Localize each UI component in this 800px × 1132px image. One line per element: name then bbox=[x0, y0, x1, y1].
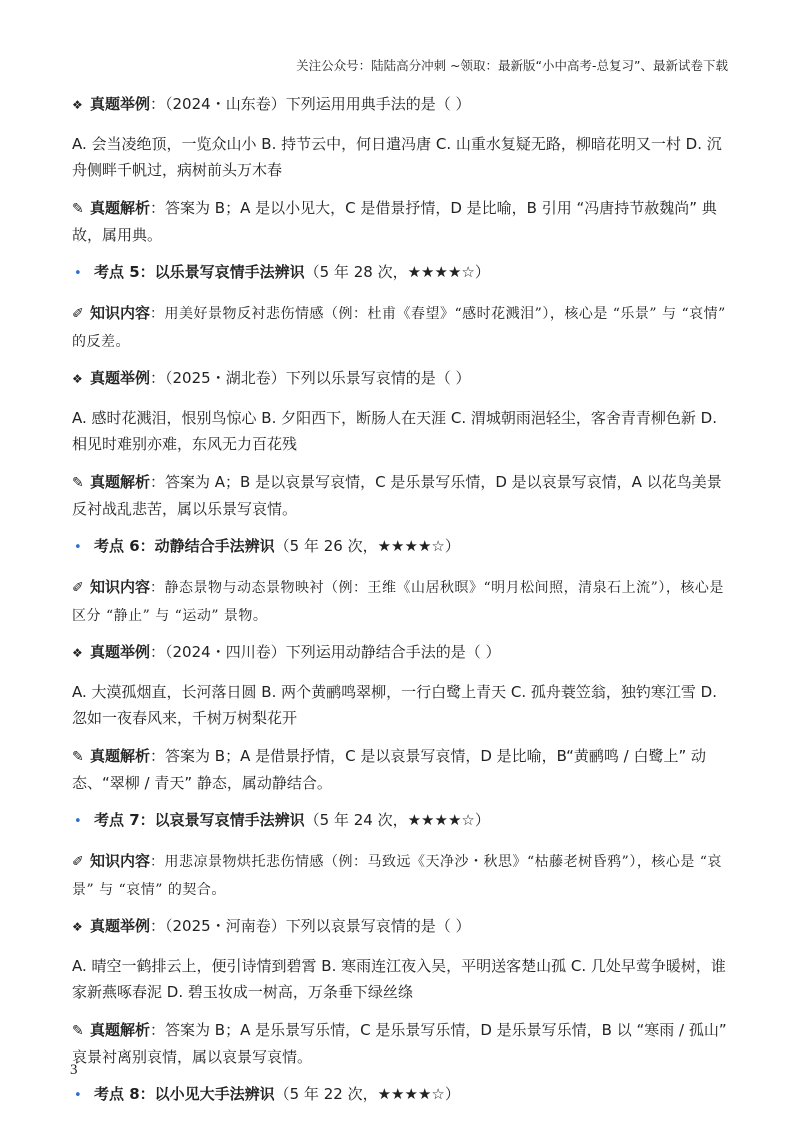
knowledge-content bbox=[72, 573, 728, 630]
point-title: 考点 6：动静结合手法辨识 bbox=[94, 537, 275, 555]
pencil-icon: ✐ bbox=[72, 854, 85, 870]
bullet-dot-icon: • bbox=[74, 540, 82, 555]
answer-options: A. 感时花溅泪，恨别鸟惊心 B. 夕阳西下，断肠人在天涯 C. 渭城朝雨浥轻尘，客舍青青柳色新 D. 相见时难别亦难，东风无力百花残 bbox=[72, 409, 717, 453]
bullet-dot-icon: • bbox=[74, 266, 82, 281]
exam-analysis bbox=[72, 1017, 728, 1070]
analysis-text: ：答案为 B；A 是乐景写乐情，C 是乐景写乐情，D 是乐景写乐情，B 以 “寒雨 / 孤山” 哀景衬离别哀情，属以哀景写哀情。 bbox=[72, 1021, 727, 1066]
example-text: ：（2024・四川卷）下列运用动静结合手法的是（ ） bbox=[150, 643, 501, 661]
example-text: ：（2024・山东卷）下列运用用典手法的是（ ） bbox=[150, 95, 471, 113]
diamond-bullet-icon: ❖ bbox=[72, 372, 83, 386]
exam-point bbox=[72, 534, 728, 560]
exam-example bbox=[72, 914, 728, 940]
analysis-text: ：答案为 B；A 是以小见大，C 是借景抒情，D 是比喻，B 引用 “冯唐持节赦魏尚” 典故，属用典。 bbox=[72, 199, 717, 244]
point-title: 考点 7：以哀景写哀情手法辨识 bbox=[94, 811, 305, 829]
bullet-dot-icon: • bbox=[74, 1088, 82, 1103]
page-number: 3 bbox=[70, 1062, 78, 1078]
example-label: 真题举例 bbox=[90, 95, 151, 113]
pencil-icon: ✐ bbox=[72, 580, 85, 596]
knowledge-text: ：用悲凉景物烘托悲伤情感（例：马致远《天净沙・秋思》“枯藤老树昏鸦”），核心是 “哀景” 与 “哀情” 的契合。 bbox=[72, 854, 722, 898]
exam-analysis bbox=[72, 469, 728, 522]
exam-analysis bbox=[72, 195, 728, 248]
point-frequency: （5 年 22 次，★★★★☆） bbox=[274, 1085, 460, 1103]
knowledge-text: ：用美好景物反衬悲伤情感（例：杜甫《春望》“感时花溅泪”），核心是 “乐景” 与 “哀情” 的反差。 bbox=[72, 306, 726, 350]
page-header: 关注公众号：陆陆高分冲刺 ~领取：最新版“小中高考-总复习”、最新试卷下载 bbox=[296, 58, 728, 73]
example-text: ：（2025・河南卷）下列以哀景写哀情的是（ ） bbox=[150, 917, 471, 935]
pencil-icon: ✎ bbox=[72, 201, 84, 217]
pencil-icon: ✎ bbox=[72, 749, 84, 765]
knowledge-text: ：静态景物与动态景物映衬（例：王维《山居秋暝》“明月松间照，清泉石上流”），核心是区分 “静止” 与 “运动” 景物。 bbox=[72, 580, 724, 624]
pencil-icon: ✎ bbox=[72, 1023, 84, 1039]
point-frequency: （5 年 28 次，★★★★☆） bbox=[304, 263, 490, 281]
exam-example bbox=[72, 92, 728, 118]
point-frequency: （5 年 26 次，★★★★☆） bbox=[274, 537, 460, 555]
document-body bbox=[72, 92, 728, 1121]
example-text: ：（2025・湖北卷）下列以乐景写哀情的是（ ） bbox=[150, 369, 471, 387]
point-title: 考点 5：以乐景写哀情手法辨识 bbox=[94, 263, 305, 281]
diamond-bullet-icon: ❖ bbox=[72, 98, 83, 112]
diamond-bullet-icon: ❖ bbox=[72, 646, 83, 660]
analysis-text: ：答案为 A；B 是以哀景写哀情，C 是乐景写乐情，D 是以哀景写哀情，A 以花鸟美景反衬战乱悲苦，属以乐景写哀情。 bbox=[72, 473, 722, 518]
exam-point bbox=[72, 260, 728, 286]
answer-options: A. 大漠孤烟直，长河落日圆 B. 两个黄鹂鸣翠柳，一行白鹭上青天 C. 孤舟蓑笠翁，独钓寒江雪 D. 忽如一夜春风来，千树万树梨花开 bbox=[72, 683, 717, 727]
exam-analysis bbox=[72, 743, 728, 796]
answer-options: A. 会当凌绝顶，一览众山小 B. 持节云中，何日遣冯唐 C. 山重水复疑无路，柳暗花明又一村 D. 沉舟侧畔千帆过，病树前头万木春 bbox=[72, 135, 722, 179]
exam-point bbox=[72, 808, 728, 834]
knowledge-label: 知识内容 bbox=[90, 578, 151, 596]
point-title: 考点 8：以小见大手法辨识 bbox=[94, 1085, 275, 1103]
answer-options: A. 晴空一鹤排云上，便引诗情到碧霄 B. 寒雨连江夜入吴，平明送客楚山孤 C. 几处早莺争暖树，谁家新燕啄春泥 D. 碧玉妆成一树高，万条垂下绿丝绦 bbox=[72, 957, 726, 1001]
point-frequency: （5 年 24 次，★★★★☆） bbox=[304, 811, 490, 829]
exam-point bbox=[72, 1082, 728, 1108]
knowledge-content bbox=[72, 847, 728, 904]
knowledge-label: 知识内容 bbox=[90, 852, 151, 870]
exam-example bbox=[72, 366, 728, 392]
exam-example bbox=[72, 640, 728, 666]
knowledge-label: 知识内容 bbox=[90, 304, 151, 322]
analysis-label: 真题解析 bbox=[90, 1021, 151, 1039]
diamond-bullet-icon: ❖ bbox=[72, 920, 83, 934]
example-label: 真题举例 bbox=[90, 643, 151, 661]
example-label: 真题举例 bbox=[90, 369, 151, 387]
pencil-icon: ✎ bbox=[72, 475, 84, 491]
knowledge-content bbox=[72, 299, 728, 356]
analysis-text: ：答案为 B；A 是借景抒情，C 是以哀景写哀情，D 是比喻，B“黄鹂鸣 / 白鹭上” 动态、“翠柳 / 青天” 静态，属动静结合。 bbox=[72, 747, 707, 792]
pencil-icon: ✐ bbox=[72, 306, 85, 322]
analysis-label: 真题解析 bbox=[90, 199, 151, 217]
example-label: 真题举例 bbox=[90, 917, 151, 935]
analysis-label: 真题解析 bbox=[90, 747, 151, 765]
bullet-dot-icon: • bbox=[74, 814, 82, 829]
analysis-label: 真题解析 bbox=[90, 473, 151, 491]
